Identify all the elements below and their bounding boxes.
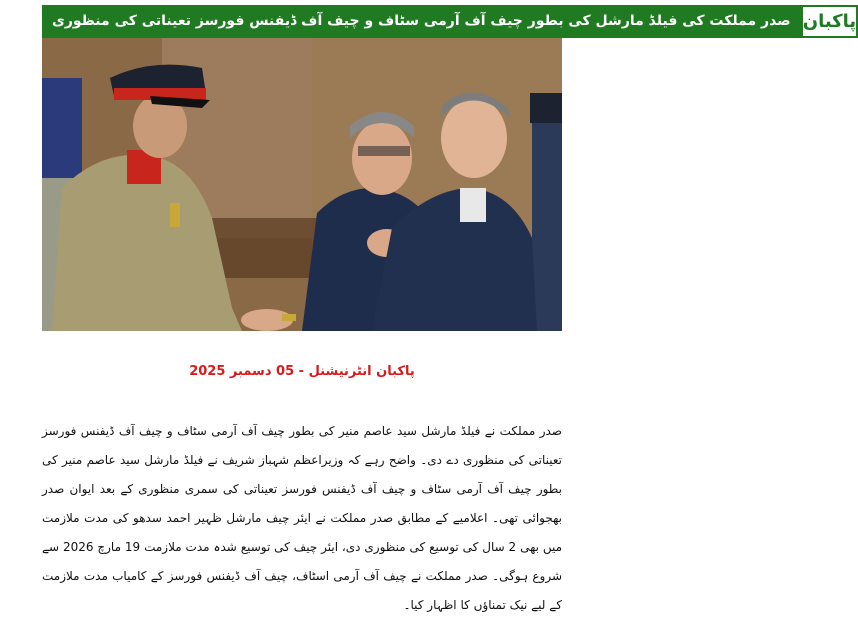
article-dateline: پاکبان انٹرنیشنل - 05 دسمبر 2025 (189, 364, 415, 379)
article-header (42, 5, 857, 38)
ceremony-photo-illustration (42, 38, 562, 331)
brand-logo: پاکبان (801, 5, 858, 38)
headline: صدر مملکت کی فیلڈ مارشل کی بطور چیف آف آرمی سٹاف و چیف آف ڈیفنس فورسز تعیناتی کی منظوری (42, 5, 801, 38)
news-photo (42, 38, 562, 331)
article-body: صدر مملکت نے فیلڈ مارشل سید عاصم منیر کی بطور چیف آف آرمی سٹاف و چیف آف ڈیفنس فورسز تعیناتی کی منظوری دے دی۔ واضح رہے کہ وزیراعظم شہباز شریف نے فیلڈ مارشل سید عاصم منیر کی بطور چیف آف آرمی سٹاف و چیف آف ڈیفنس فورسز تعیناتی کی سمری منظوری کے بعد ایوان صدر بھجوائی تھی۔ اعلامیے کے مطابق صدر مملکت نے ایئر چیف مارشل ظہیر احمد سدھو کی مدت ملازمت میں بھی 2 سال کی توسیع کی منظوری دی، ایئر چیف کی توسیع شدہ مدت ملازمت 19 مارچ 2026 سے شروع ہوگی۔ صدر مملکت نے چیف آف آرمی اسٹاف، چیف آف ڈیفنس فورسز کے کامیاب مدت ملازمت کے لیے نیک تمناؤں کا اظہار کیا۔ (42, 424, 563, 612)
